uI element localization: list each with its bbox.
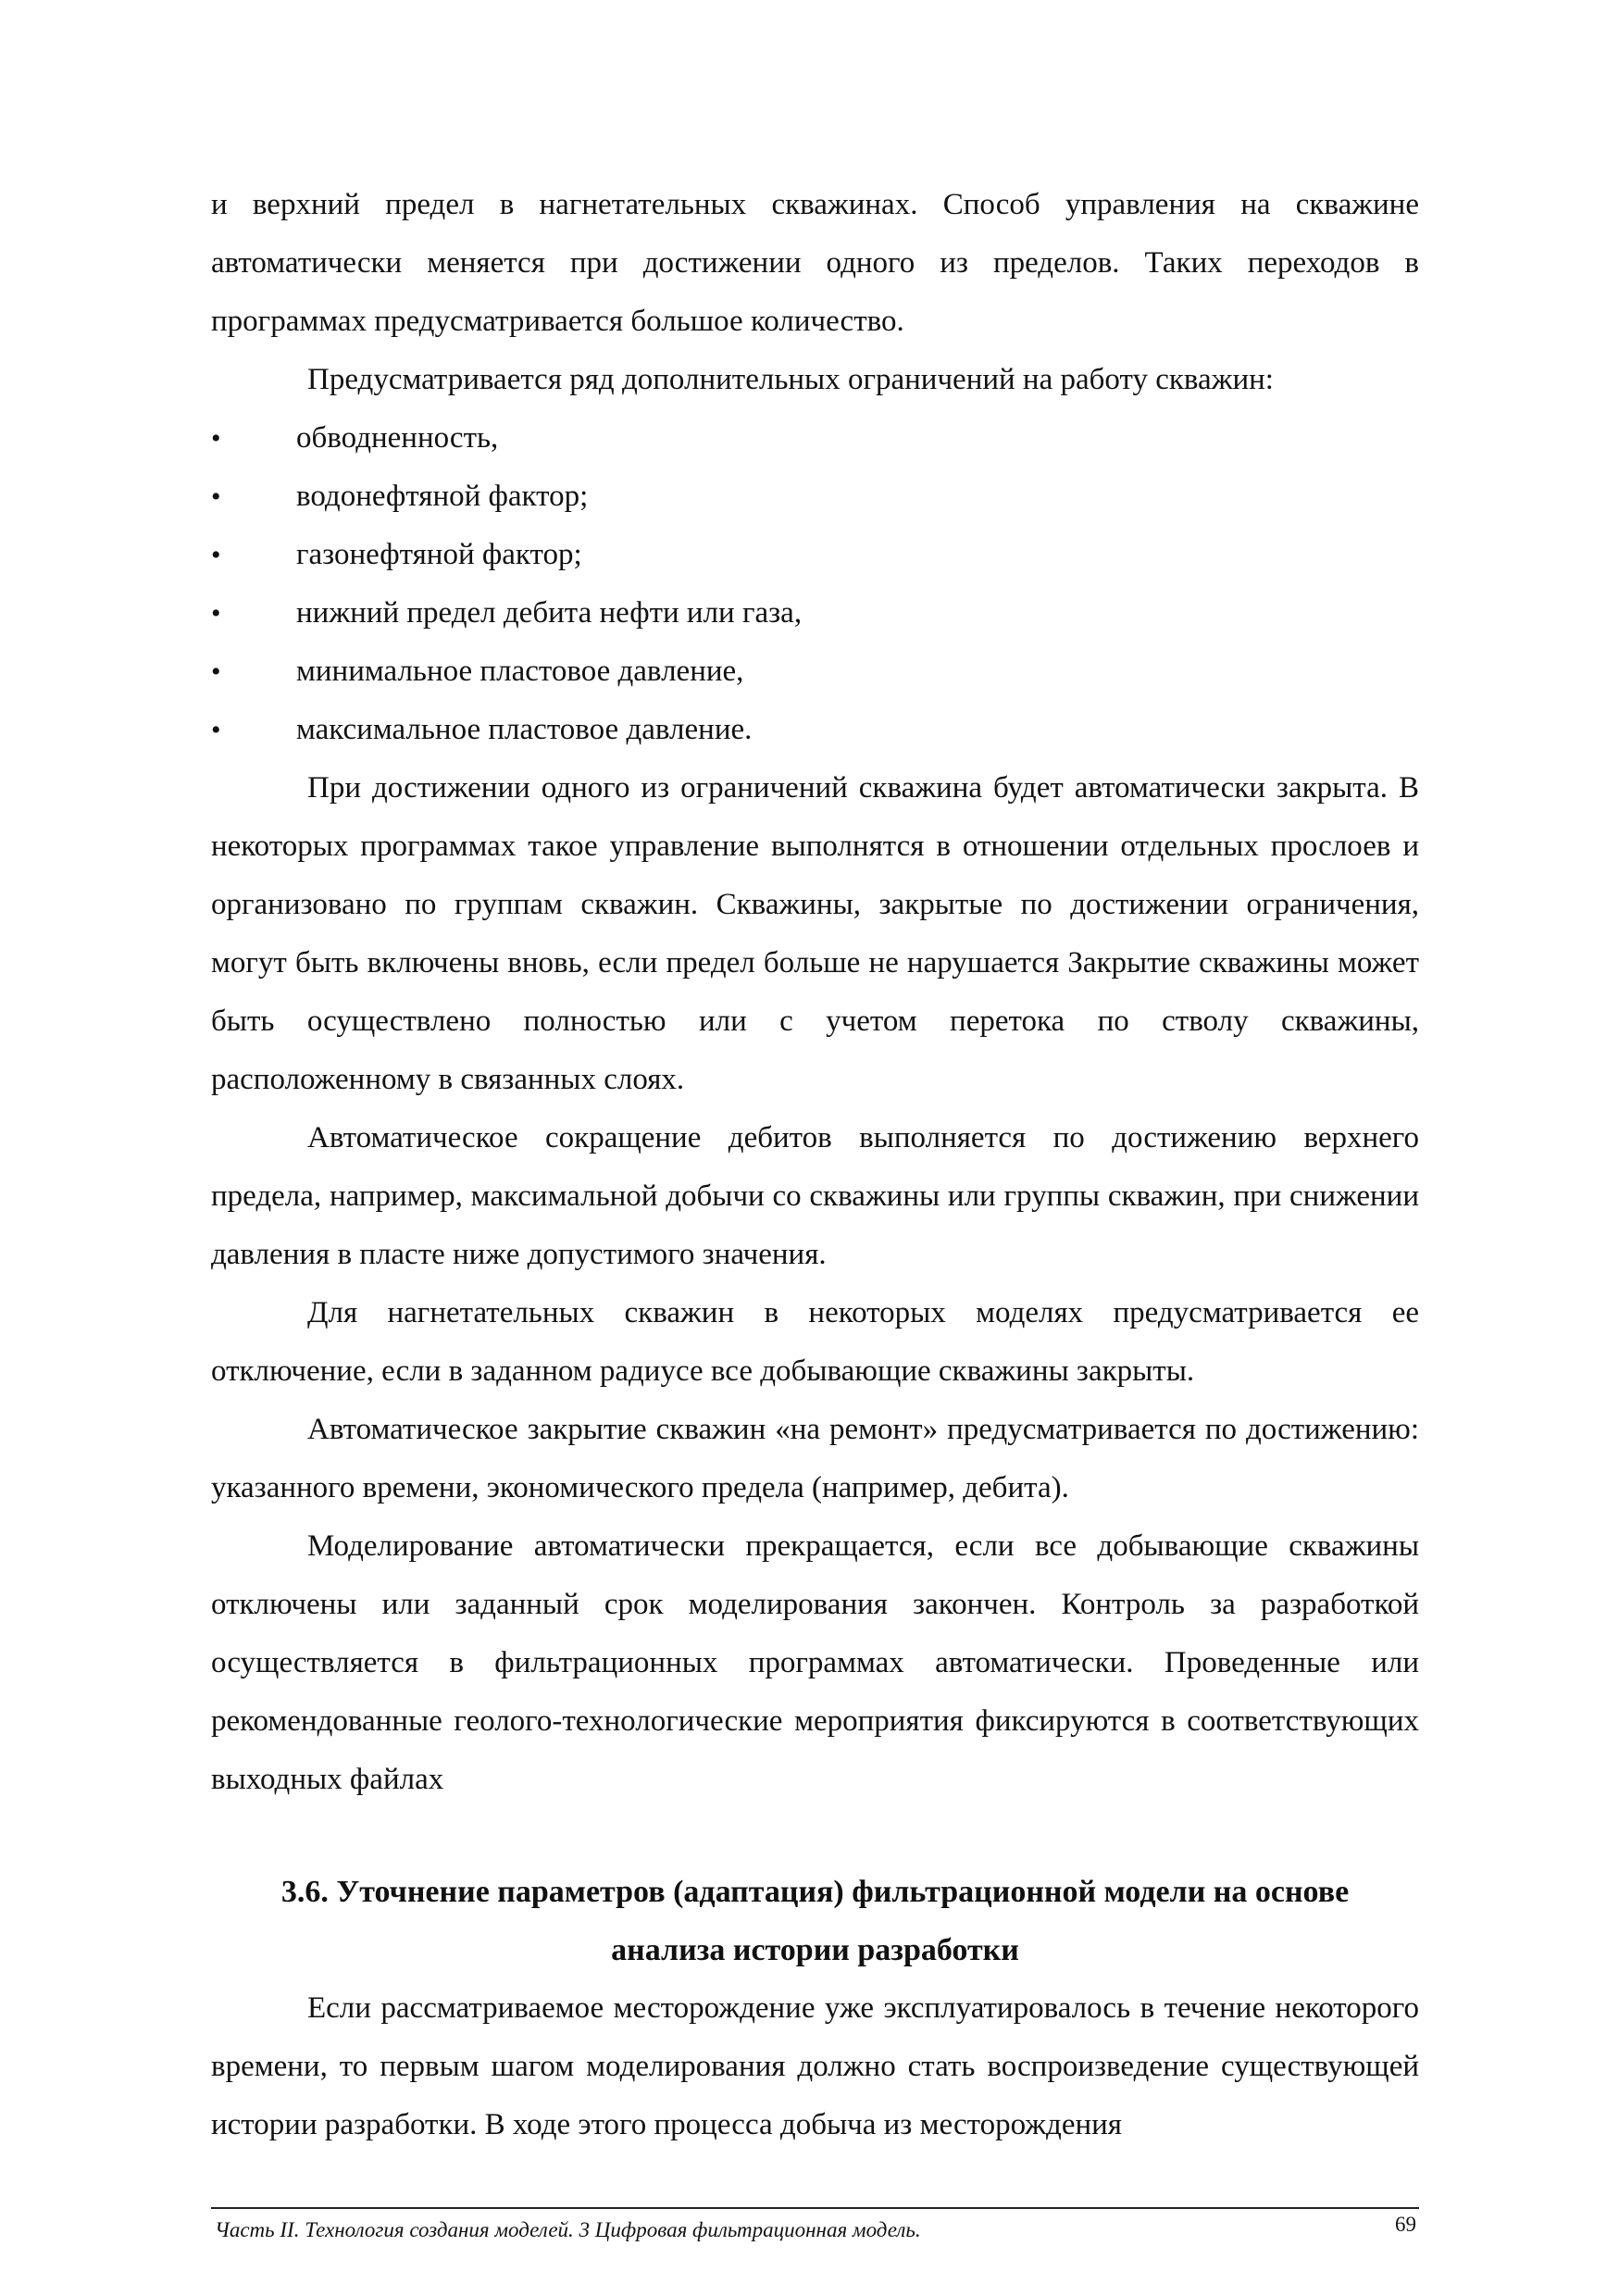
paragraph: Для нагнетательных скважин в некоторых моделях предусматривается ее отключение, если в заданном радиусе все добывающие скважины закрыты. — [211, 1296, 1419, 1388]
constraints-list — [211, 409, 1419, 759]
intro-paragraph: и верхний предел в нагнетательных скважинах. Способ управления на скважине автоматически меняется при достижении одного из пределов. Таких переходов в программах предусматривается большое количество. — [211, 188, 1419, 338]
body-text — [211, 176, 1419, 2154]
list-item-text: обводненность, — [296, 421, 499, 455]
page-number: 69 — [1395, 2213, 1416, 2236]
list-item-text: водонефтяной фактор; — [296, 480, 589, 513]
list-item — [211, 409, 1419, 468]
list-item-text: минимальное пластовое давление, — [296, 655, 744, 688]
section-heading-line2: анализа истории разработки — [611, 1933, 1019, 1967]
bullet-icon: • — [211, 715, 221, 745]
footer-running-title: Часть II. Технология создания моделей. 3 Цифровая фильтрационная модель. — [215, 2218, 921, 2241]
section-paragraph: Если рассматриваемое месторождение уже эксплуатировалось в течение некоторого времени, то первым шагом моделирования должно стать воспроизведение существующей истории разработки. В ходе этого процесса добыча из месторождения — [211, 1991, 1419, 2141]
bullet-icon: • — [211, 423, 221, 454]
section-heading-line1: 3.6. Уточнение параметров (адаптация) фильтрационной модели на основе — [280, 1875, 1350, 1909]
list-item-text: нижний предел дебита нефти или газа, — [296, 596, 803, 630]
paragraph: Моделирование автоматически прекращается, если все добывающие скважины отключены или заданный срок моделирования закончен. Контроль за разработкой осуществляется в фильтрационных программах автоматически. Проведенные или рекомендованные геолого-технологические мероприятия фиксируются в соответствующих выходных файлах — [211, 1529, 1419, 1796]
constraints-intro: Предусматривается ряд дополнительных ограничений на работу скважин: — [307, 363, 1274, 396]
list-item-text: максимальное пластовое давление. — [296, 713, 753, 746]
footer-divider — [211, 2207, 1419, 2209]
list-item — [211, 468, 1419, 526]
bullet-icon: • — [211, 540, 221, 570]
list-item — [211, 643, 1419, 701]
bullet-icon: • — [211, 481, 221, 512]
bullet-icon: • — [211, 598, 221, 629]
paragraph: При достижении одного из ограничений скважина будет автоматически закрыта. В некоторых программах такое управление выполнятся в отношении отдельных прослоев и организовано по группам скважин. Скважины, закрытые по достижении ограничения, могут быть включены вновь, если предел больше не нарушается Закрытие скважины может быть осуществлено полностью или с учетом перетока по стволу скважины, расположенному в связанных слоях. — [211, 771, 1419, 1096]
list-item — [211, 584, 1419, 643]
section-heading — [211, 1863, 1419, 1979]
paragraph: Автоматическое закрытие скважин «на ремонт» предусматривается по достижению: указанного времени, экономического предела (например, дебита). — [211, 1413, 1419, 1504]
list-item-text: газонефтяной фактор; — [296, 538, 582, 571]
list-item — [211, 526, 1419, 584]
paragraph: Автоматическое сокращение дебитов выполняется по достижению верхнего предела, например, максимальной добычи со скважины или группы скважин, при снижении давления в пласте ниже допустимого значения. — [211, 1121, 1419, 1271]
list-item — [211, 701, 1419, 759]
bullet-icon: • — [211, 656, 221, 687]
